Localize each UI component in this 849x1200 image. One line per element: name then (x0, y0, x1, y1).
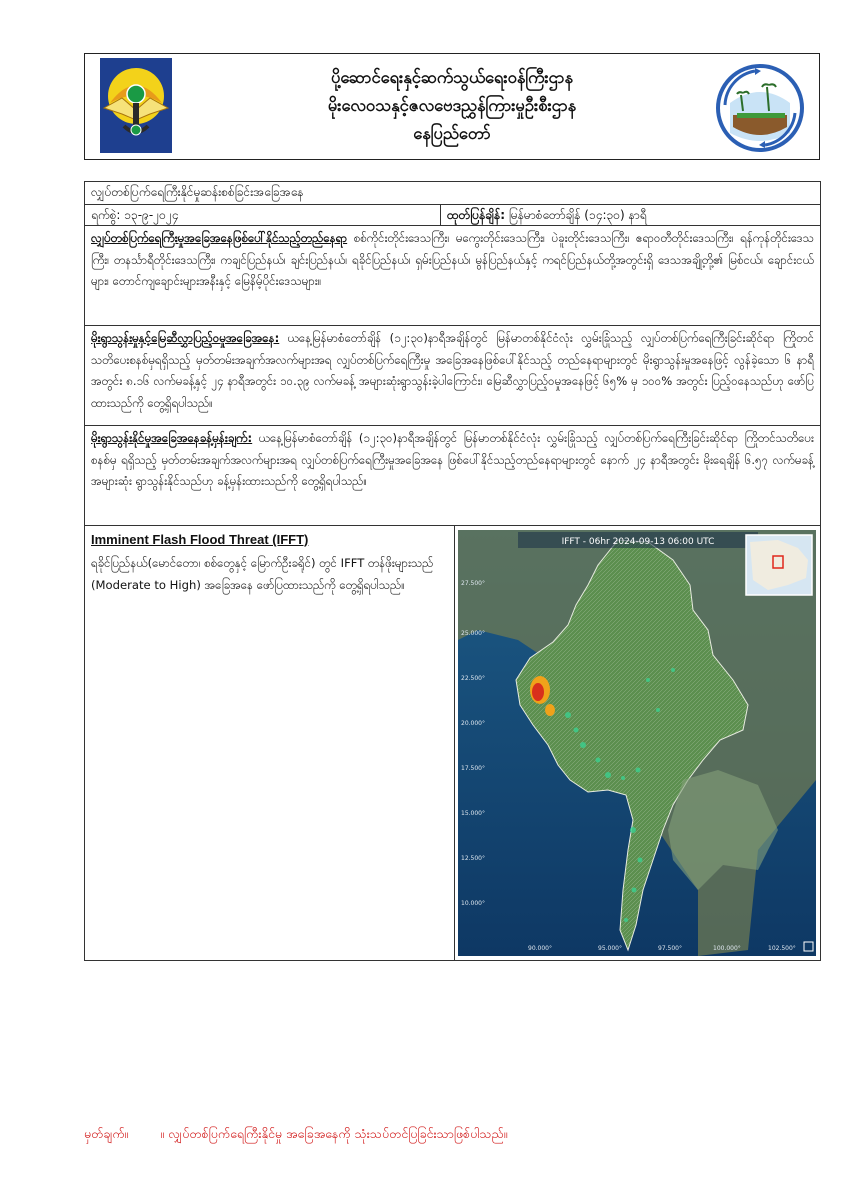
lat-label: 12.500° (461, 855, 485, 862)
department-name: မိုးလေဝသနှင့်ဇလဗေဒညွှန်ကြားမှုဦးစီးဌာန (327, 96, 577, 115)
date-label: ရက်စွဲ: (91, 208, 121, 222)
forecast-section (85, 426, 820, 526)
forecast-paragraph (91, 428, 814, 493)
lon-label: 90.000° (528, 945, 552, 952)
forecast-text: ယနေ့မြန်မာစံတော်ချိန် (၁၂:၃၀)နာရီအချိန်တွင် မြန်မာတစ်နိုင်ငံလုံး လွှမ်းခြုံသည့် လျှပ်တစ်ပြက်ရေကြီးခြင်းဆိုင်ရာ ကြိုတင်သတိပေးစနစ်မှ ရရှိသည့် မှတ်တမ်းအချက်အလက်များအရ လျှပ်တစ်ပြက်ရေကြီးမှုအခြေအနေ ဖြစ်ပေါ်နိုင်သည့်တည်နေရာများတွင် နောက် ၂၄ နာရီအတွင်း မိုးရေချိန် ၆.၅၇ လက်မခန့် အများဆုံး ရွာသွန်းနိုင်သည်ဟု ခန့်မှန်းထားသည်ကို တွေ့ရှိရပါသည်။ (91, 431, 814, 488)
lon-label: 95.000° (598, 945, 622, 952)
affected-area-paragraph (91, 228, 814, 293)
ifft-description-cell (85, 526, 455, 960)
rainfall-paragraph (91, 328, 814, 414)
lat-label: 10.000° (461, 900, 485, 907)
issue-label: ထုတ်ပြန်ချိန်: (447, 208, 506, 222)
map-inset-overview (746, 535, 812, 595)
ministry-emblem-icon (100, 58, 172, 153)
rainfall-section (85, 326, 820, 426)
issue-time (441, 205, 820, 226)
affected-area-text: စစ်ကိုင်းတိုင်းဒေသကြီး၊ မကွေးတိုင်းဒေသကြီး၊ ပဲခူးတိုင်းဒေသကြီး၊ ဧရာဝတီတိုင်းဒေသကြီး၊ ရန်ကုန်တိုင်းဒေသကြီး၊ တနင်္သာရီတိုင်းဒေသကြီး၊ ကချင်ပြည်နယ်၊ ချင်းပြည်နယ်၊ ရခိုင်ပြည်နယ်၊ ရှမ်းပြည်နယ်၊ မွန်ပြည်နယ်နှင့် ကရင်ပြည်နယ်တို့အတွင်းရှိ ဒေသအချို့တို့၏ မြစ်ငယ်၊ ချောင်းငယ်များ၊ တောင်ကျချောင်းများအနီးနှင့် မြေနိမ့်ပိုင်းဒေသများ။ (91, 231, 814, 288)
ifft-map-image (458, 530, 816, 956)
lat-label: 25.000° (461, 630, 485, 637)
city-name: နေပြည်တော် (413, 124, 491, 143)
lat-label: 17.500° (461, 765, 485, 772)
lat-label: 22.500° (461, 675, 485, 682)
lat-label: 27.500° (461, 580, 485, 587)
lat-label: 20.000° (461, 720, 485, 727)
lon-label: 100.000° (713, 945, 741, 952)
affected-area-heading: လျှပ်တစ်ပြက်ရေကြီးမှုအခြေအနေဖြစ်ပေါ်နိုင်သည့်တည်နေရာ (91, 231, 348, 245)
ifft-map (458, 530, 816, 956)
report-title: လျှပ်တစ်ပြက်ရေကြီးနိုင်မှုဆန်းစစ်ခြင်းအခြေအနေ (91, 185, 304, 199)
footer-text: ။ လျှပ်တစ်ပြက်ရေကြီးနိုင်မှု အခြေအနေကို သုံးသပ်တင်ပြခြင်းသာဖြစ်ပါသည်။ (160, 1126, 508, 1141)
ifft-section (85, 526, 820, 960)
affected-area-section (85, 226, 820, 326)
department-title (205, 64, 699, 148)
lat-label: 15.000° (461, 810, 485, 817)
hydrology-cycle-icon (715, 63, 805, 153)
forecast-heading: မိုးရွာသွန်းနိုင်မှုအခြေအနေခန့်မှန်းချက်: (91, 431, 253, 445)
department-header (84, 53, 820, 160)
report-date (85, 205, 441, 226)
report-title-row (85, 182, 820, 205)
date-value: ၁၃-၉-၂၀၂၄ (124, 208, 179, 222)
rainfall-text: ယနေ့မြန်မာစံတော်ချိန် (၁၂:၃၀)နာရီအချိန်တွင် မြန်မာတစ်နိုင်ငံလုံး လွှမ်းခြုံသည့် လျှပ်တစ်ပြက်ရေကြီးခြင်းဆိုင်ရာ ကြိုတင်သတိပေးစနစ်မှရရှိသည့် မှတ်တမ်းအချက်အလက်များအရ လျှပ်တစ်ပြက်ရေကြီးမှု အခြေအနေဖြစ်ပေါ်နိုင်သည့် တည်နေရာများတွင် မိုးရွာသွန်းမှုအနေဖြင့် လွန်ခဲ့သော ၆ နာရီအတွင်း ၈.၁၆ လက်မခန့်နှင့် ၂၄ နာရီအတွင်း ၁၀.၃၉ လက်မခန့် အများဆုံးရွာသွန်းခဲ့ပါကြောင်း၊ မြေဆီလွှာပြည့်ဝမှုအနေဖြင့် ၆၅% မှ ၁၀၀% အတွင်း ပြည့်ဝနေသည်ဟု ဖော်ပြထားသည်ကို တွေ့ရှိရပါသည်။ (91, 331, 814, 410)
lon-label: 102.500° (768, 945, 796, 952)
lon-label: 97.500° (658, 945, 682, 952)
footer-note (84, 1124, 804, 1144)
footer-label: မှတ်ချက်။ (84, 1126, 129, 1141)
flash-flood-report (84, 181, 821, 961)
rainfall-heading: မိုးရွာသွန်းမှုနှင့်မြေဆီလွှာပြည့်ဝမှုအခြေအနေ: (91, 331, 280, 345)
ifft-description: ရခိုင်ပြည်နယ်(မောင်တော၊ စစ်တွေနှင့် မြောက်ဦးခရိုင်) တွင် IFFT တန်ဖိုးများသည် (Moderate to High) အခြေအနေ ဖော်ပြထားသည်ကို တွေ့ရှိရပါသည်။ (91, 556, 434, 592)
issue-value: မြန်မာစံတော်ချိန် (၁၄:၃၀) နာရီ (508, 208, 647, 222)
ministry-name: ပို့ဆောင်ရေးနှင့်ဆက်သွယ်ရေးဝန်ကြီးဌာန (331, 68, 573, 87)
ifft-heading: Imminent Flash Flood Threat (IFFT) (91, 532, 309, 547)
map-caption: IFFT - 06hr 2024-09-13 06:00 UTC (561, 537, 715, 547)
date-row (85, 205, 820, 226)
